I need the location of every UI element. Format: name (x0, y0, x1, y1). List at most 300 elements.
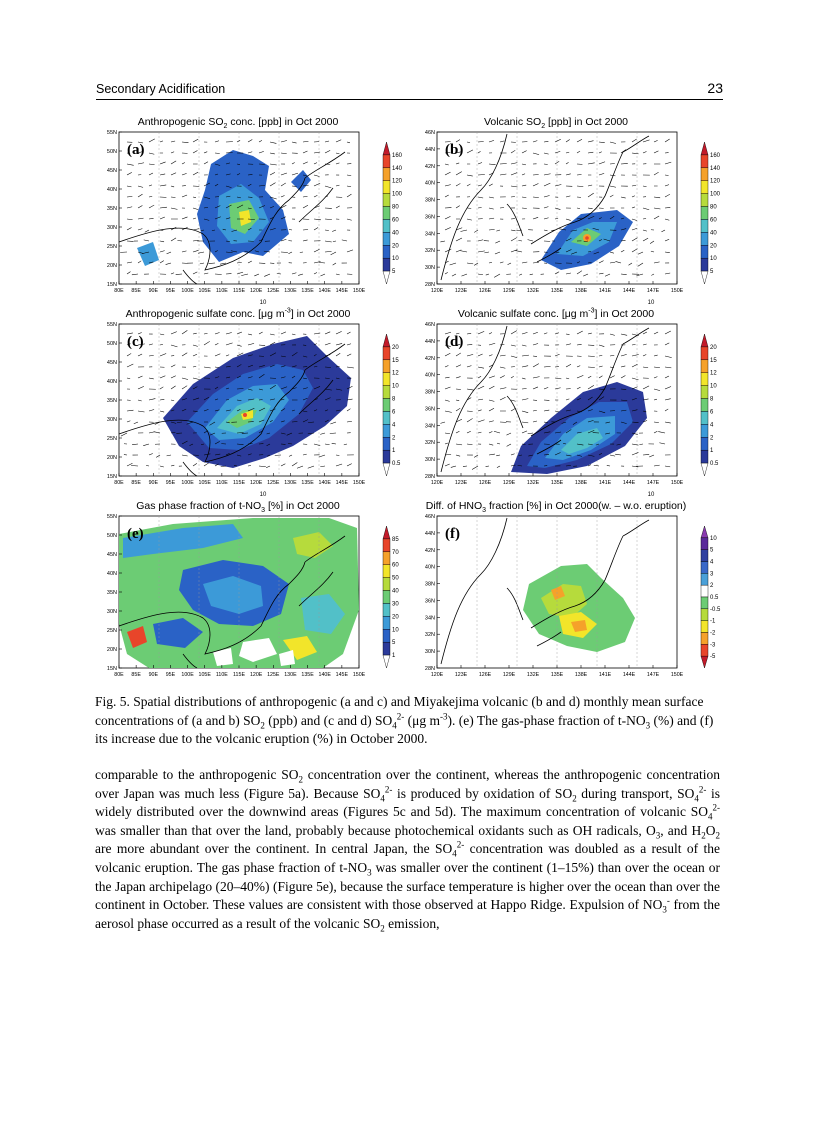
panel-c-colorbar-swatch (383, 334, 390, 347)
panel-d-label: (d) (445, 334, 464, 350)
panel-b-xtick: 120E (430, 288, 444, 294)
panel-d-ytick: 42N (424, 355, 435, 362)
panel-a-xtick: 125E (267, 288, 280, 294)
running-head (96, 80, 723, 100)
panel-f-ytick: 28N (424, 666, 435, 672)
panel-f-xtick: 141E (598, 672, 612, 678)
panel-e-ytick: 25N (106, 628, 117, 634)
panel-e-label: (e) (127, 526, 144, 542)
panel-d-colorbar-label: 0.5 (710, 461, 719, 468)
panel-a-colorbar-label: 60 (392, 217, 399, 224)
panel-e-ytick: 50N (106, 533, 117, 539)
panel-f (411, 500, 723, 690)
panel-f-ytick: 40N (424, 564, 435, 571)
panel-d-colorbar-swatch (701, 334, 708, 347)
panel-d-colorbar-label: 6 (710, 409, 714, 416)
panel-d (411, 308, 723, 498)
panel-f-xtick: 135E (550, 672, 564, 678)
panel-a-ytick: 30N (106, 225, 117, 231)
panel-b-colorbar-swatch (701, 142, 708, 155)
panel-e-ytick: 55N (106, 514, 117, 520)
panel-f-colorbar-swatch (701, 597, 708, 609)
panel-f-colorbar-label: -5 (710, 654, 716, 661)
panel-a-map (93, 130, 383, 306)
panel-e-colorbar-swatch (383, 539, 390, 552)
panel-b-vector-ref: 10 (647, 300, 655, 306)
panel-b-colorbar-swatch (701, 194, 708, 207)
panel-a-xtick: 90E (148, 288, 159, 294)
panel-f-colorbar-swatch (701, 526, 708, 538)
panel-f-colorbar-label: 0.5 (710, 595, 719, 601)
panel-a-colorbar (381, 138, 409, 288)
panel-c-xtick: 120E (249, 480, 263, 486)
panel-a-xtick: 115E (233, 288, 245, 294)
running-head-title: Secondary Acidification (96, 82, 226, 96)
panel-d-colorbar (699, 330, 727, 480)
panel-b-colorbar-swatch (701, 219, 708, 232)
panel-a-xtick: 130E (284, 288, 297, 294)
panel-f-title: Diff. of $HNO_3$ fraction [%] in Oct 2000(w. – w.o. eruption) (425, 500, 687, 515)
panel-c-colorbar-swatch (383, 424, 390, 437)
panel-d-xtick: 147E (646, 480, 660, 486)
panel-a-title: Anthropogenic $SO_2$ conc. [ppb] in Oct 2000 (137, 116, 339, 131)
panel-b-ytick: 42N (424, 163, 435, 170)
panel-a-xtick: 145E (335, 288, 349, 294)
panel-c-title: Anthropogenic sulfate conc. [μg $m^{-3}$] in Oct 2000 (125, 307, 351, 320)
panel-b-colorbar-swatch (701, 271, 708, 284)
panel-f-colorbar-label: 2 (710, 583, 714, 590)
panel-e-title: Gas phase fraction of $t-NO_3$ [%] in Oct 2000 (136, 500, 340, 515)
panel-d-colorbar-label: 20 (710, 344, 717, 351)
panel-c-xtick: 95E (165, 480, 176, 486)
panel-c-colorbar (381, 330, 409, 480)
panel-c-vector-ref: 10 (259, 492, 267, 498)
panel-b-xtick: 144E (622, 288, 636, 294)
panel-e-ytick: 35N (106, 590, 117, 596)
panel-c-colorbar-swatch (383, 450, 390, 463)
panel-a-colorbar-swatch (383, 271, 390, 284)
panel-a-xtick: 120E (249, 288, 263, 294)
panel-c-ytick: 25N (106, 436, 117, 442)
panel-a-ytick: 40N (106, 187, 117, 193)
panel-c-xtick: 145E (335, 480, 349, 486)
panel-e-colorbar-label: 70 (392, 549, 399, 556)
panel-d-xtick: 120E (430, 480, 444, 486)
panel-e-colorbar-swatch (383, 591, 390, 604)
panel-c-colorbar-label: 8 (392, 396, 396, 403)
panel-b-xtick: 150E (670, 288, 684, 294)
panel-b-label: (b) (445, 142, 464, 158)
panel-e-xtick: 145E (335, 672, 349, 678)
panel-a-colorbar-label: 80 (392, 204, 399, 211)
panel-c-xtick: 150E (352, 480, 366, 486)
panel-c (93, 308, 405, 498)
panel-c-colorbar-swatch (383, 463, 390, 476)
panel-c-xtick: 140E (318, 480, 331, 486)
panel-a-colorbar-label: 20 (392, 243, 399, 250)
panel-e (93, 500, 405, 690)
panel-f-colorbar-label: -3 (710, 642, 716, 649)
panel-c-colorbar-swatch (383, 399, 390, 412)
panel-d-map (411, 322, 701, 498)
panel-b-colorbar-label: 5 (710, 269, 714, 276)
panel-f-ytick: 46N (424, 514, 435, 520)
panel-f-label: (f) (445, 526, 460, 542)
panel-b-colorbar (699, 138, 727, 288)
panel-a-xtick: 80E (114, 288, 124, 294)
panel-e-xtick: 150E (352, 672, 366, 678)
panel-e-xtick: 80E (114, 672, 124, 678)
panel-b-ytick: 46N (424, 130, 435, 136)
panel-a-xtick: 105E (198, 288, 211, 294)
panel-f-xtick: 150E (670, 672, 684, 678)
panel-b-title: Volcanic $SO_2$ [ppb] in Oct 2000 (484, 116, 628, 131)
panel-f-colorbar (699, 522, 727, 672)
panel-f-colorbar-swatch (701, 550, 708, 562)
panel-f-colorbar-label: 3 (710, 571, 714, 578)
panel-a-colorbar-swatch (383, 207, 390, 220)
panel-f-colorbar-label: -1 (710, 618, 716, 625)
panel-e-colorbar-label: 5 (392, 640, 396, 647)
panel-e-xtick: 105E (198, 672, 211, 678)
panel-d-xtick: 132E (526, 480, 540, 486)
panel-a-xtick: 150E (352, 288, 366, 294)
panel-a-colorbar-label: 140 (392, 165, 403, 172)
panel-f-xtick: 123E (454, 672, 468, 678)
panel-b-colorbar-label: 20 (710, 243, 717, 250)
panel-f-colorbar-label: -0.5 (710, 606, 721, 613)
panel-d-ytick: 40N (424, 372, 435, 379)
panel-c-xtick: 115E (233, 480, 245, 486)
panel-a-colorbar-label: 40 (392, 230, 399, 237)
panel-e-xtick: 95E (165, 672, 176, 678)
panel-a-xtick: 85E (131, 288, 141, 294)
panel-a-xtick: 95E (165, 288, 176, 294)
panel-c-xtick: 85E (131, 480, 141, 486)
panel-a-xtick: 140E (318, 288, 331, 294)
panel-f-colorbar-swatch (701, 621, 708, 633)
panel-b-map (411, 130, 701, 306)
panel-a-colorbar-swatch (383, 245, 390, 258)
panel-e-xtick: 100E (181, 672, 194, 678)
panel-d-ytick: 46N (424, 322, 435, 328)
panel-b-ytick: 38N (424, 197, 435, 204)
panel-c-xtick: 135E (301, 480, 314, 486)
panel-b-xtick: 123E (454, 288, 468, 294)
panel-a (93, 116, 405, 306)
panel-b-ytick: 40N (424, 180, 435, 187)
panel-c-colorbar-label: 0.5 (392, 461, 401, 468)
panel-e-colorbar-label: 50 (392, 575, 399, 582)
panel-e-xtick: 115E (233, 672, 245, 678)
panel-f-colorbar-swatch (701, 609, 708, 621)
panel-d-xtick: 144E (622, 480, 636, 486)
panel-d-ytick: 32N (424, 440, 435, 447)
panel-b-colorbar-label: 120 (710, 178, 721, 185)
panel-e-xtick: 120E (249, 672, 263, 678)
panel-b-colorbar-label: 80 (710, 204, 717, 211)
panel-b-colorbar-swatch (701, 155, 708, 168)
panel-a-colorbar-label: 5 (392, 269, 396, 276)
panel-c-colorbar-label: 12 (392, 370, 399, 377)
panel-a-colorbar-label: 120 (392, 178, 403, 185)
panel-a-ytick: 45N (106, 168, 117, 174)
panel-b-xtick: 129E (502, 288, 516, 294)
panel-c-ytick: 15N (106, 474, 117, 480)
panel-e-xtick: 125E (267, 672, 280, 678)
panel-a-ytick: 20N (106, 263, 117, 269)
panel-f-ytick: 30N (424, 649, 435, 656)
panel-b-xtick: 141E (598, 288, 612, 294)
panel-e-colorbar-label: 30 (392, 601, 399, 608)
panel-b-xtick: 135E (550, 288, 564, 294)
panel-b-ytick: 36N (424, 214, 435, 221)
panel-c-colorbar-label: 4 (392, 422, 396, 429)
panel-f-xtick: 147E (646, 672, 660, 678)
panel-c-ytick: 50N (106, 341, 117, 347)
panel-c-colorbar-label: 1 (392, 448, 396, 455)
panel-f-ytick: 34N (424, 615, 435, 622)
panel-d-colorbar-label: 1 (710, 448, 714, 455)
figure-5 (93, 116, 721, 690)
panel-c-ytick: 20N (106, 455, 117, 461)
panel-e-ytick: 45N (106, 552, 117, 558)
panel-c-colorbar-swatch (383, 360, 390, 373)
panel-c-ytick: 55N (106, 322, 117, 328)
panel-a-xtick: 110E (215, 288, 228, 294)
panel-f-ytick: 32N (424, 632, 435, 639)
panel-c-label: (c) (127, 334, 144, 350)
panel-d-colorbar-swatch (701, 463, 708, 476)
panel-d-colorbar-label: 15 (710, 357, 717, 364)
panel-c-colorbar-swatch (383, 437, 390, 450)
panel-e-colorbar-swatch (383, 565, 390, 578)
panel-c-map (93, 322, 383, 498)
panel-b-ytick: 44N (424, 146, 435, 153)
panel-b-colorbar-swatch (701, 181, 708, 194)
panel-a-colorbar-swatch (383, 194, 390, 207)
panel-d-ytick: 38N (424, 389, 435, 396)
panel-e-colorbar-swatch (383, 552, 390, 565)
panel-d-colorbar-label: 4 (710, 422, 714, 429)
panel-d-xtick: 123E (454, 480, 468, 486)
panel-c-ytick: 40N (106, 379, 117, 385)
panel-e-colorbar (381, 522, 409, 672)
panel-b-ytick: 32N (424, 248, 435, 255)
panel-f-colorbar-label: 5 (710, 547, 714, 554)
panel-e-ytick: 15N (106, 666, 117, 672)
panel-d-ytick: 30N (424, 457, 435, 464)
panel-f-colorbar-label: 4 (710, 559, 714, 566)
panel-c-xtick: 100E (181, 480, 194, 486)
panel-d-xtick: 138E (574, 480, 588, 486)
panel-e-colorbar-label: 1 (392, 653, 396, 660)
panel-e-xtick: 85E (131, 672, 141, 678)
panel-c-xtick: 105E (198, 480, 211, 486)
panel-e-colorbar-label: 85 (392, 536, 399, 543)
panel-f-colorbar-swatch (701, 573, 708, 585)
panel-c-colorbar-swatch (383, 373, 390, 386)
panel-f-ytick: 42N (424, 547, 435, 554)
panel-e-xtick: 135E (301, 672, 314, 678)
panel-e-colorbar-label: 10 (392, 627, 399, 634)
panel-d-colorbar-swatch (701, 399, 708, 412)
panel-a-ytick: 55N (106, 130, 117, 136)
panel-a-colorbar-swatch (383, 258, 390, 271)
panel-a-ytick: 50N (106, 149, 117, 155)
panel-f-ytick: 38N (424, 581, 435, 588)
panel-d-colorbar-swatch (701, 437, 708, 450)
panel-c-colorbar-swatch (383, 411, 390, 424)
panel-a-colorbar-swatch (383, 142, 390, 155)
panel-b-colorbar-swatch (701, 232, 708, 245)
panel-e-xtick: 130E (284, 672, 297, 678)
panel-b-ytick: 30N (424, 265, 435, 272)
panel-d-xtick: 129E (502, 480, 516, 486)
panel-e-colorbar-label: 60 (392, 562, 399, 569)
panel-e-colorbar-swatch (383, 655, 390, 668)
panel-a-colorbar-swatch (383, 232, 390, 245)
panel-b-ytick: 28N (424, 282, 435, 288)
panel-d-vector-ref: 10 (647, 492, 655, 498)
panel-b-colorbar-swatch (701, 258, 708, 271)
panel-f-colorbar-swatch (701, 538, 708, 550)
panel-e-xtick: 90E (148, 672, 159, 678)
page-number: 23 (707, 80, 723, 96)
panel-a-colorbar-swatch (383, 219, 390, 232)
panel-d-title: Volcanic sulfate conc. [μg $m^{-3}$] in Oct 2000 (457, 307, 655, 320)
panel-f-colorbar-swatch (701, 562, 708, 574)
panel-b-colorbar-label: 100 (710, 191, 721, 198)
panel-f-xtick: 132E (526, 672, 540, 678)
panel-e-colorbar-swatch (383, 629, 390, 642)
panel-c-colorbar-label: 2 (392, 435, 396, 442)
panel-a-ytick: 15N (106, 282, 117, 288)
panel-e-colorbar-swatch (383, 642, 390, 655)
panel-d-ytick: 36N (424, 406, 435, 413)
panel-e-colorbar-label: 40 (392, 588, 399, 595)
panel-a-colorbar-label: 10 (392, 256, 399, 263)
panel-d-colorbar-swatch (701, 373, 708, 386)
panel-f-ytick: 36N (424, 598, 435, 605)
panel-c-xtick: 80E (114, 480, 124, 486)
panel-b (411, 116, 723, 306)
panel-c-xtick: 130E (284, 480, 297, 486)
panel-d-colorbar-swatch (701, 424, 708, 437)
panel-d-xtick: 141E (598, 480, 612, 486)
panel-d-colorbar-swatch (701, 347, 708, 360)
panel-b-xtick: 126E (478, 288, 492, 294)
panel-f-colorbar-swatch (701, 656, 708, 668)
panel-c-ytick: 30N (106, 417, 117, 423)
panel-f-xtick: 120E (430, 672, 444, 678)
panel-b-colorbar-swatch (701, 168, 708, 181)
panel-c-ytick: 35N (106, 398, 117, 404)
panel-a-xtick: 100E (181, 288, 194, 294)
panel-b-colorbar-label: 40 (710, 230, 717, 237)
panel-d-colorbar-swatch (701, 386, 708, 399)
panel-d-colorbar-swatch (701, 411, 708, 424)
panel-f-colorbar-swatch (701, 644, 708, 656)
panel-d-colorbar-swatch (701, 450, 708, 463)
panel-e-ytick: 30N (106, 609, 117, 615)
panel-a-ytick: 25N (106, 244, 117, 250)
panel-d-xtick: 150E (670, 480, 684, 486)
panel-d-xtick: 126E (478, 480, 492, 486)
panel-d-ytick: 28N (424, 474, 435, 480)
panel-b-colorbar-label: 160 (710, 152, 721, 159)
panel-a-ytick: 35N (106, 206, 117, 212)
panel-a-colorbar-swatch (383, 181, 390, 194)
panel-f-map (411, 514, 701, 690)
panel-f-colorbar-swatch (701, 585, 708, 597)
panel-c-colorbar-label: 6 (392, 409, 396, 416)
panel-b-xtick: 147E (646, 288, 660, 294)
panel-b-colorbar-swatch (701, 245, 708, 258)
panel-f-colorbar-swatch (701, 633, 708, 645)
panel-c-colorbar-swatch (383, 347, 390, 360)
panel-e-colorbar-swatch (383, 603, 390, 616)
panel-b-xtick: 132E (526, 288, 540, 294)
panel-b-colorbar-label: 140 (710, 165, 721, 172)
panel-c-colorbar-label: 10 (392, 383, 399, 390)
panel-f-colorbar-label: -2 (710, 630, 716, 637)
panel-f-xtick: 126E (478, 672, 492, 678)
panel-b-xtick: 138E (574, 288, 588, 294)
panel-e-ytick: 20N (106, 647, 117, 653)
panel-a-vector-ref: 10 (259, 300, 267, 306)
panel-f-xtick: 129E (502, 672, 516, 678)
panel-d-ytick: 34N (424, 423, 435, 430)
panel-d-colorbar-swatch (701, 360, 708, 373)
panel-c-colorbar-swatch (383, 386, 390, 399)
panel-e-xtick: 140E (318, 672, 331, 678)
panel-c-ytick: 45N (106, 360, 117, 366)
panel-e-colorbar-label: 20 (392, 614, 399, 621)
panel-c-xtick: 125E (267, 480, 280, 486)
panel-a-colorbar-swatch (383, 155, 390, 168)
panel-d-colorbar-label: 8 (710, 396, 714, 403)
panel-a-colorbar-label: 100 (392, 191, 403, 198)
panel-c-xtick: 90E (148, 480, 159, 486)
panel-c-colorbar-label: 15 (392, 357, 399, 364)
panel-b-colorbar-swatch (701, 207, 708, 220)
panel-d-xtick: 135E (550, 480, 564, 486)
panel-e-colorbar-swatch (383, 616, 390, 629)
panel-a-label: (a) (127, 142, 145, 158)
panel-f-xtick: 138E (574, 672, 588, 678)
body-paragraph: comparable to the anthropogenic $SO_2$ concentration over the continent, whereas the anthropogenic concentration over Japan was much less (Figure 5a). Because $SO_4^{2-}$ is produced by oxidation of $SO_2$ during transport, $SO_4^{2-}$ is widely distributed over the downwind areas (Figures 5c and 5d). The maximum concentration of volcanic $SO_4^{2-}$ was smaller than that over the land, probably because photochemical oxidants such as OH radicals, $O_3$, and $H_2O_2$ are more abundant over the continent. In central Japan, the $SO_4^{2-}$ concentration was doubled as a result of the volcanic eruption. The gas phase fraction of $t-NO_3$ was smaller over the continent (1–15%) than over the ocean or the Japan archipelago (20–40%) (Figure 5e), because the surface temperature is higher over the ocean than over the continent in October. These values are consistent with those observed at Happo Ridge. Expulsion of $NO_3^-$ from the aerosol phase occurred as a result of the volcanic $SO_2$ emission, (95, 767, 721, 934)
panel-b-colorbar-label: 60 (710, 217, 717, 224)
figure-caption: Fig. 5. Spatial distributions of anthropogenic (a and c) and Miyakejima volcanic (b and d) monthly mean surface concentrations of (a and b) $SO_2$ (ppb) and (c and d) $SO_4^{2-}$ (μg $m^{-3}$). (e) The gas-phase fraction of $t-NO_3$ (%) and (f) its increase due to the volcanic eruption (%) in October 2000. (95, 694, 714, 746)
panel-e-ytick: 40N (106, 571, 117, 577)
panel-a-xtick: 135E (301, 288, 314, 294)
panel-d-colorbar-label: 2 (710, 435, 714, 442)
panel-e-map (93, 514, 383, 690)
panel-b-colorbar-label: 10 (710, 256, 717, 263)
panel-d-colorbar-label: 12 (710, 370, 717, 377)
panel-d-ytick: 44N (424, 338, 435, 345)
panel-b-ytick: 34N (424, 231, 435, 238)
panel-d-colorbar-label: 10 (710, 383, 717, 390)
panel-e-colorbar-swatch (383, 578, 390, 591)
panel-c-xtick: 110E (215, 480, 228, 486)
panel-a-colorbar-swatch (383, 168, 390, 181)
panel-f-xtick: 144E (622, 672, 636, 678)
panel-e-xtick: 110E (215, 672, 228, 678)
panel-f-ytick: 44N (424, 530, 435, 537)
panel-e-colorbar-swatch (383, 526, 390, 539)
